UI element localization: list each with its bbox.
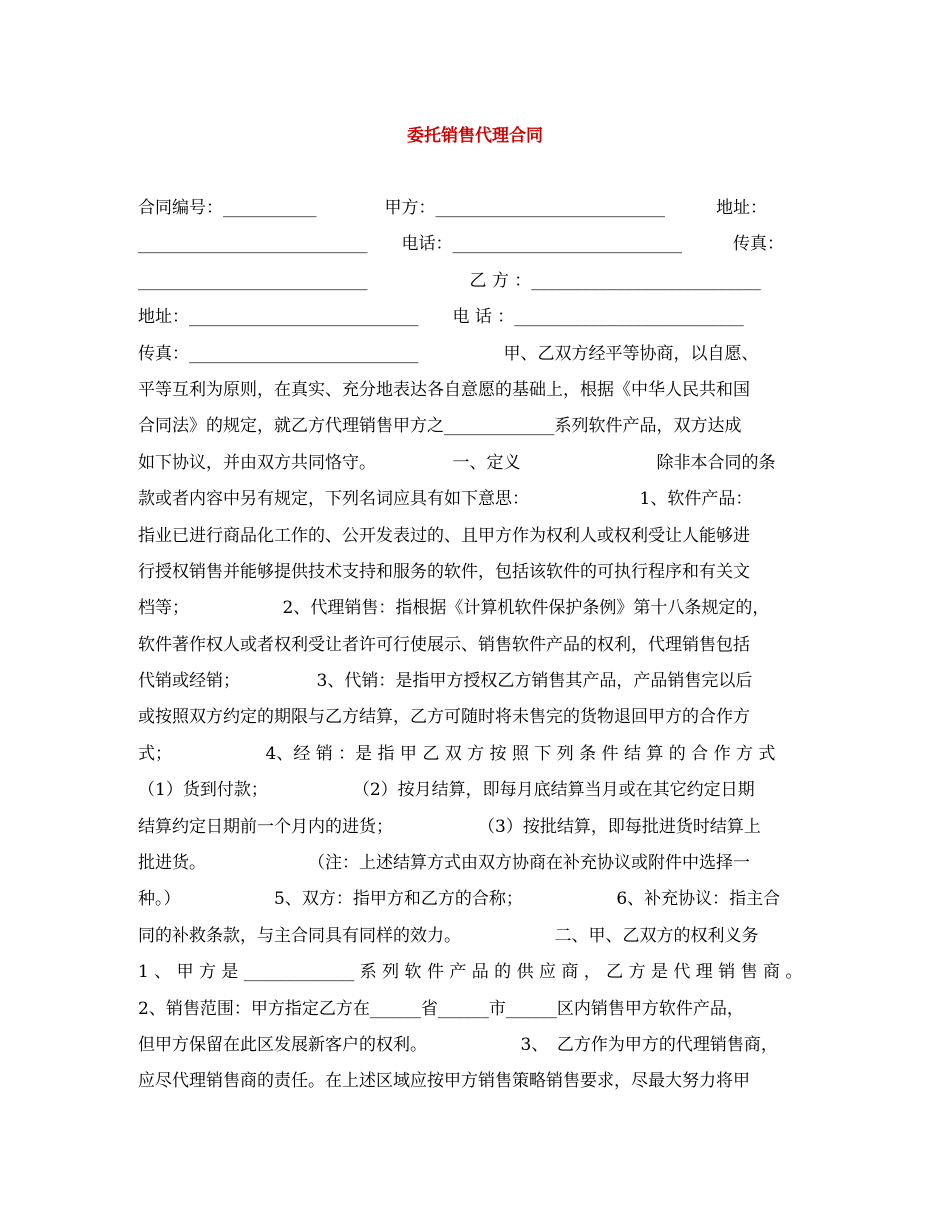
text-line: 但甲方保留在此区发展新客户的权利。 3、 乙方作为甲方的代理销售商， <box>138 1034 778 1055</box>
text-line: 传真：___________________________ 甲、乙双方经平等协商，以自愿、 <box>138 343 759 364</box>
text-line: 如下协议，并由双方共同恪守。 一、定义 除非本合同的条 <box>138 452 776 473</box>
document-title: 委托销售代理合同 <box>407 126 543 146</box>
text-line: 档等； 2、代理销售：指根据《计算机软件保护条例》第十八条规定的， <box>138 598 770 619</box>
text-line: 应尽代理销售商的责任。在上述区域应按甲方销售策略销售要求，尽最大努力将甲 <box>138 1071 750 1092</box>
text-line: 行授权销售并能够提供技术支持和服务的软件，包括该软件的可执行程序和有关文 <box>138 561 750 582</box>
text-line: 或按照双方约定的期限与乙方结算，乙方可随时将未售完的货物退回甲方的合作方 <box>138 707 750 728</box>
text-line: 合同法》的规定，就乙方代理销售甲方之_____________系列软件产品，双方达成 <box>138 416 742 437</box>
text-line: 代销或经销； 3、代销：是指甲方授权乙方销售其产品，产品销售完以后 <box>138 671 753 692</box>
text-line: 软件著作权人或者权利受让者许可行使展示、销售软件产品的权利，代理销售包括 <box>138 634 750 655</box>
text-line: 批进货。 （注：上述结算方式由双方协商在补充协议或附件中选择一 <box>138 853 750 874</box>
text-line: 1 、 甲 方 是 _____________ 系 列 软 件 产 品 的 供 应 商 ， 乙 方 是 代 理 销 售 商 。 <box>138 962 803 983</box>
text-line: 合同编号：___________ 甲方：___________________________ 地址： <box>138 198 767 218</box>
text-line: 地址：___________________________ 电 话 ：___________________________ <box>138 307 744 328</box>
text-line: 款或者内容中另有规定，下列名词应具有如下意思： 1、软件产品： <box>138 489 753 510</box>
text-line: 指业已进行商品化工作的、公开发表过的、且甲方作为权利人或权利受让人能够进 <box>138 525 750 546</box>
contract-body <box>138 190 812 1100</box>
text-line: 种。） 5、双方：指甲方和乙方的合称； 6、补充协议：指主合 <box>138 889 781 910</box>
text-line: ___________________________ 乙 方 ：___________________________ <box>138 270 761 291</box>
text-line: 式； 4、经 销 ：是 指 甲 乙 双 方 按 照 下 列 条 件 结 算 的 合 作 方 式 <box>138 743 776 764</box>
text-line: 同的补救条款，与主合同具有同样的效力。 二、甲、乙双方的权利义务 <box>138 925 759 946</box>
text-line: ___________________________ 电话：___________________________ 传真： <box>138 234 784 255</box>
text-line: 结算约定日期前一个月内的进货； （3）按批结算，即每批进货时结算上 <box>138 816 761 837</box>
text-line: （1）货到付款； （2）按月结算，即每月底结算当月或在其它约定日期 <box>138 780 755 801</box>
text-line: 2、销售范围：甲方指定乙方在______省______市______区内销售甲方软件产品， <box>138 998 744 1019</box>
text-line: 平等互利为原则，在真实、充分地表达各自意愿的基础上，根据《中华人民共和国 <box>138 379 750 400</box>
